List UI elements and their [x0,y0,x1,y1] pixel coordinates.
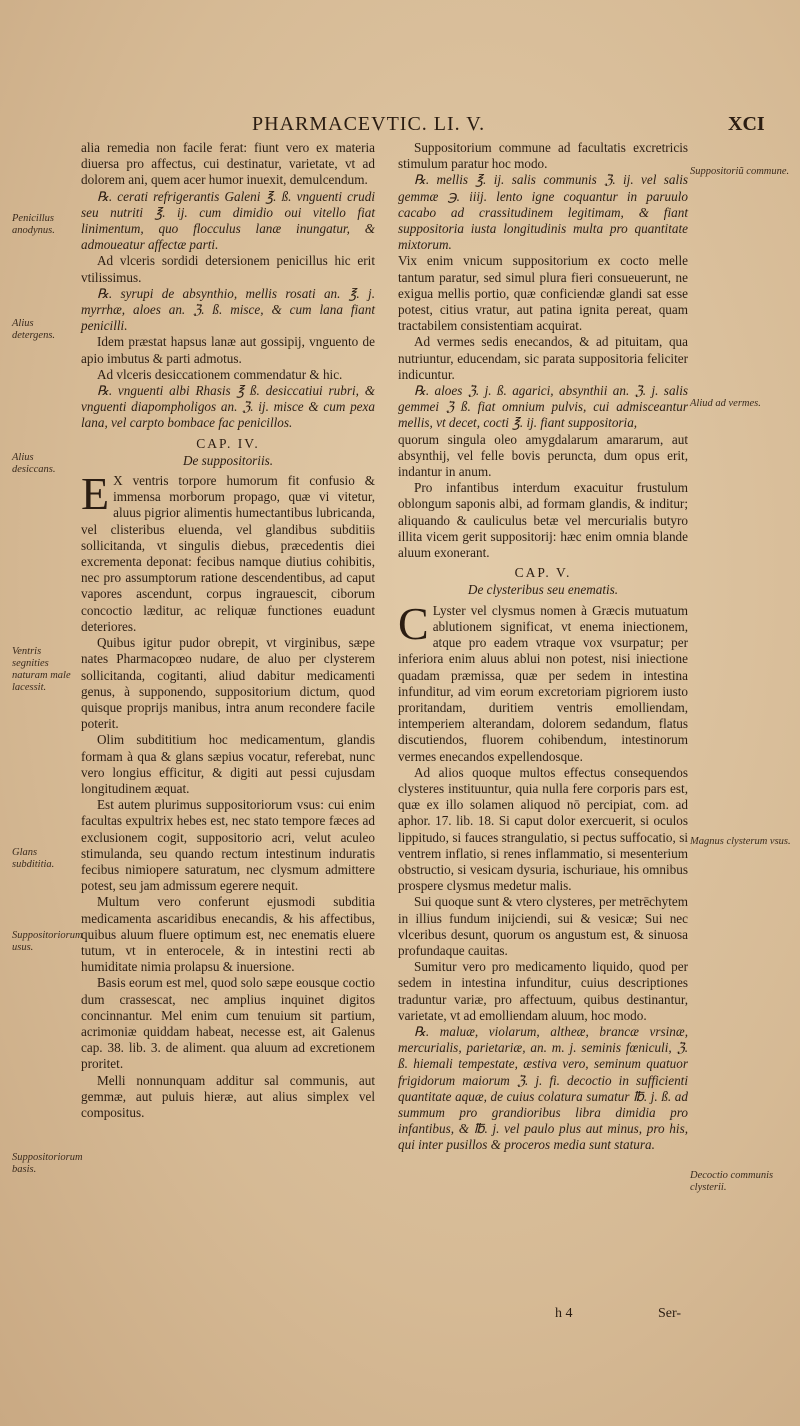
drop-capital: E [81,468,110,520]
paragraph-with-dropcap [398,597,688,765]
paragraph: Ad vlceris sordidi detersionem penicillus hic erit vtilissimus. [81,253,375,285]
margin-note: Suppositoriũ commune. [690,166,790,177]
margin-note: Aliud ad vermes. [690,398,761,409]
margin-note: Glans subdititia. [12,847,55,870]
running-title: PHARMACEVTIC. LI. V. [252,113,486,135]
paragraph-with-dropcap [81,468,375,635]
paragraph: Suppositorium commune ad facultatis excretricis stimulum paratur hoc modo. [398,140,688,172]
margin-note: Alius desiccans. [12,452,56,475]
recipe-paragraph: ℞. cerati refrigerantis Galeni ℥. ß. vnguenti crudi seu nutriti ℥. ij. cum dimidio oui vitello fiat linimentum, quo flocculus lanæ inungatur, & admoueatur affectæ parti. [81,188,375,253]
signature-mark: h 4 [555,1306,573,1321]
paragraph-text: X ventris torpore humorum fit confusio & immensa morborum propago, quæ vi vitetur, aluus pigrior alimentis humectantibus lubricanda, vel clisteribus eluenda, vel glandibus subditiis sollicitanda, vt singulis diebus, præcedentis diei excrementa deponat: fecibus namque diutius cohibitis, nec pro assumptorum ratione descendentibus, ad caput vapores ascendunt, corpus ingrauescit, ciborum concoctio læditur, ac reliquæ functiones euadunt deteriores. [81,473,375,634]
paragraph: Idem præstat hapsus lanæ aut gossipij, vnguento de apio imbutus & parti admotus. [81,334,375,366]
paragraph: Est autem plurimus suppositoriorum vsus: cui enim facultas expultrix hebes est, nec stato tempore fæces ad exclusionem cogit, suppositorio acri, velut aculeo stimulanda, seu quando rectum intestinum induratis fecibus nimiopere saturatum, nec clysmum admittere potest, seu jam admissum egerere nequit. [81,797,375,894]
catchword: Ser- [658,1306,682,1321]
drop-capital: C [398,597,429,649]
chapter-title: De clysteribus seu enematis. [467,582,619,598]
paragraph: Ad vlceris desiccationem commendatur & hic. [97,366,343,382]
margin-note: Suppositoriorum basis. [12,1152,83,1175]
chapter-heading: CAP. IV. [196,435,260,451]
paragraph: Melli nonnunquam additur sal communis, aut gemmæ, aut puluis hieræ, aut alius simplex vel compositus. [81,1072,375,1120]
chapter-title: De suppositoriis. [182,452,274,468]
recipe-paragraph: ℞. maluæ, violarum, altheæ, brancæ vrsinæ, mercurialis, parietariæ, an. m. j. seminis fœniculi, ℨ. ß. hiemali tempestate, æstiva vero, seminum quatuor frigidorum maiorum ℨ. j. fi. decoctio in sufficienti quantitate aquæ, de cuius colatura sumatur ℔. j. ß. ad summum pro grandioribus libra dimidia pro infantibus, & ℔. j. vel paulo plus aut minus, pro his, qui inter pusillos & proceros media sunt statura. [398,1023,688,1153]
left-column [81,140,375,1121]
paragraph: Pro infantibus interdum exacuitur frustulum oblongum saponis albi, ad formam glandis, & inditur; aliquando & cauliculus betæ vel mercurialis butyro illita vicem gerit suppositorij: hæc enim omnia blande aluum exonerant. [398,480,688,561]
chapter-heading: CAP. V. [514,565,572,581]
right-column [398,140,688,1154]
recipe-paragraph: ℞. vnguenti albi Rhasis ℥ ß. desiccatiui rubri, & vnguenti diapompholigos an. ℨ. ij. misce & cum pexa lana, vel carpto bombace fac penicillos. [81,383,375,431]
paragraph-text: Lyster vel clysmus nomen à Græcis mutuatum ablutionem significat, vt enema iniectionem, atque pro eadem vtraque vox vsurpatur; per inferiora enim aluus ablui non potest, nisi iniectione quadam præmissa, quæ per sedem in intestina infunditur, ad vim eorum excretoriam pigriorem iusto proritandam, duritiem ventris emolliendam, intemperiem alterandam, dolorem sedandum, flatus discutiendos, fluorem cohibendum, intestinorum vermes enecandos expellendosque. [398,602,688,764]
recipe-paragraph: ℞. mellis ℥. ij. salis communis ℨ. ij. vel salis gemmæ ℈. iiij. lento igne coquantur in paruulo cacabo ad crassitudinem legitimam, & fiant suppositoria iusta longitudinis multa pro quantitate mixtorum. [398,172,688,253]
page-header [0,113,800,139]
paragraph: Sumitur vero pro medicamento liquido, quod per sedem in intestina infunditur, cuius descriptiones traduntur variæ, pro affectuum, quibus destinantur, varietate, vt ad emolliendam aluum, hoc modo. [398,959,688,1023]
margin-note: Decoctio communis clysterii. [690,1170,774,1193]
paragraph: Multum vero conferunt ejusmodi subditia medicamenta ascaridibus enecandis, & his affectibus, quibus aluum fluere optimum est, nec enematis eluere tutum, vt in enterocele, & in intestini recti ab humiditate nimia prolapsu & inuersione. [81,894,375,975]
paragraph: Basis eorum est mel, quod solo sæpe eousque coctio dum crassescat, nec amplius inquinet digitos concinnantur. Mel enim cum tenuium sit partium, acrimoniæ quiddam habeat, necesse est, ait Galenus cap. 38. lib. 3. de aliment. qua aluum ad excretionem proritet. [81,975,375,1072]
paragraph: alia remedia non facile ferat: fiunt vero ex materia diuersa pro affectus, cui destinatur, varietate, vt ad dolorem ani, quem acer humor inuexit, demulcendum. [81,140,375,188]
paragraph: Quibus igitur pudor obrepit, vt virginibus, sæpe nates Pharmacopœo nudare, de aluo per clysterem sollicitanda, cogitanti, aliud dabitur medicamenti genus, à supponendo, suppositorium dictum, quod quisque proprijs manibus, intra anum recondere facile poterit. [81,635,375,732]
paragraph: Ad vermes sedis enecandos, & ad pituitam, qua nutriuntur, educendam, sic parata suppositoria feliciter indicuntur. [398,334,688,382]
paragraph: Olim subdititium hoc medicamentum, glandis formam à qua & glans sæpius vocatur, referebat, nunc vero longius efficitur, & digiti aut pessi cujusdam longitudinem æquat. [81,732,375,796]
margin-note: Ventris segnities naturam male lacessit. [12,646,71,693]
paragraph: Sui quoque sunt & vtero clysteres, per metrēchytem in illius fundum inijciendi, sui & vesicæ; Sui nec vlceribus desunt, quorum os angustum est, & sinuosa profundaque cauitas. [398,894,688,958]
margin-note: Magnus clysterum vsus. [690,836,791,847]
folio-number: XCI [728,113,765,135]
recipe-paragraph: ℞. syrupi de absynthio, mellis rosati an. ℥. j. myrrhæ, aloes an. ℨ. ß. misce, & cum lana fiant penicilli. [81,285,375,334]
margin-note: Penicillus anodynus. [12,213,55,236]
margin-note: Alius detergens. [12,318,56,341]
margin-note: Suppositoriorum usus. [12,930,83,953]
paragraph: quorum singula oleo amygdalarum amararum, aut absynthij, vel felle bovis perunctа, dum opus erit, indantur in anum. [398,431,688,480]
paragraph: Vix enim vnicum suppositorium ex cocto melle tantum paratur, sed simul plura fieri consueuerunt, ne exigua mellis portio, quæ conficiendæ glandi sat esse potest, citius vratur, aut patina ignita pereat, quam tractabilem consistentiam acquirat. [398,253,688,334]
recipe-paragraph: ℞. aloes ℨ. j. ß. agarici, absynthii an. ℨ. j. salis gemmei ℨ ß. fiat omnium pulvis, cui admisceantur mellis, vt decet, cocti ℥. ij. fiant suppositoria, [398,383,688,431]
paragraph: Ad alios quoque multos effectus consequendos clysteres instituuntur, quia nulla fere corporis pars est, quæ ex illo solamen aliquod nō percipiat, com. ad aphor. 17. lib. 18. Si caput dolor exercuerit, si oculos lippitudo, si fauces strangulatio, si pectus suffocatio, si ventrem inflatio, si renes inflammatio, si mesenterium obstructio, si vesicam dysuria, ischuriaue, his omnibus prospere clysmus medetur malis. [398,764,688,894]
